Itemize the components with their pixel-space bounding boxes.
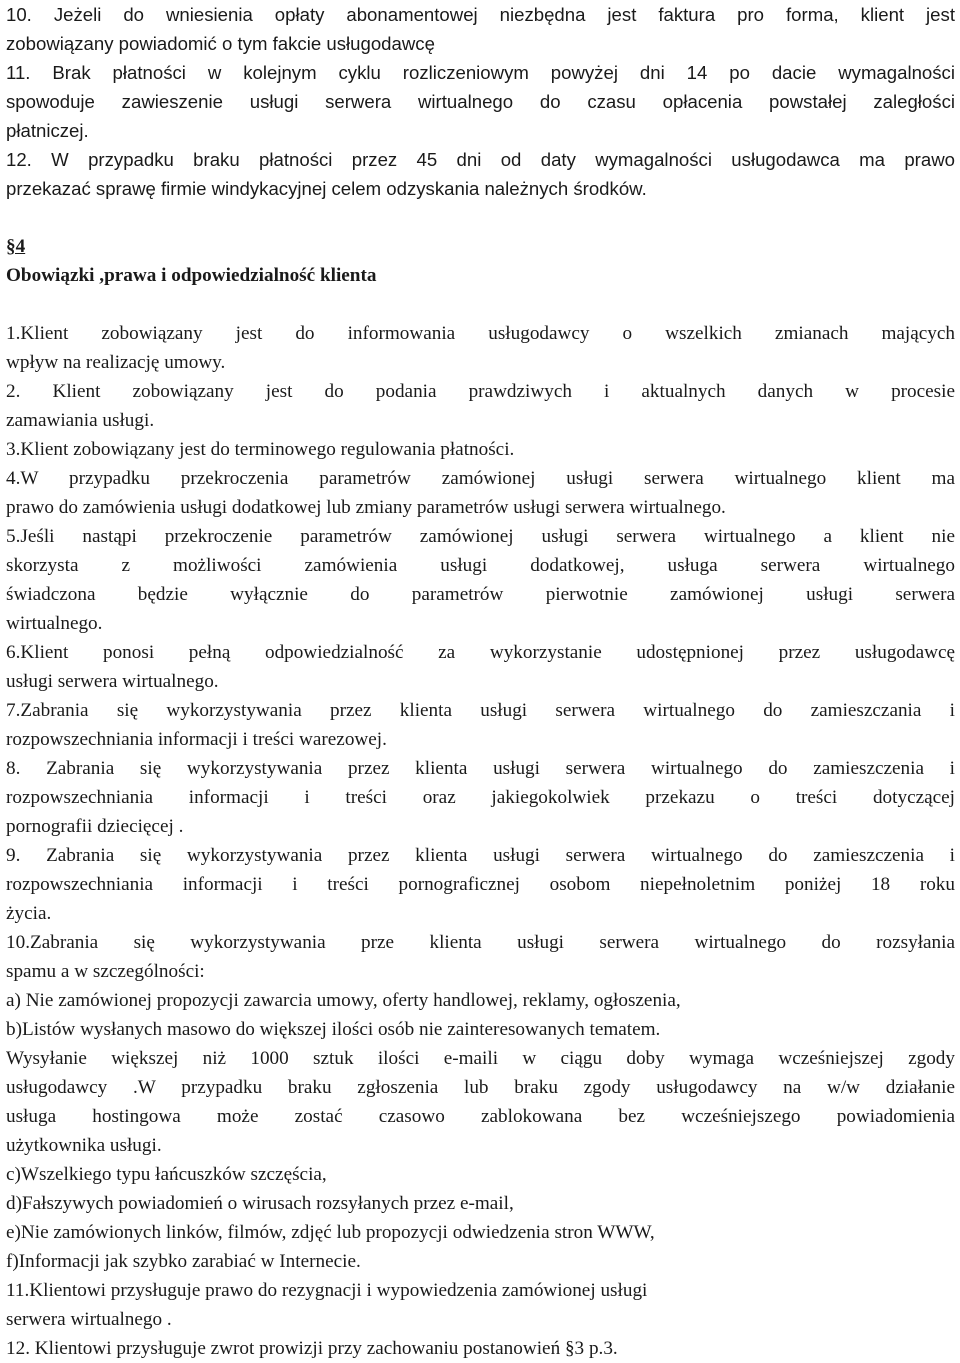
paragraph-line: rozpowszechniania informacji i treści pornograficznej osobom niepełnoletnim poniżej 18 roku xyxy=(6,874,955,895)
paragraph-line: 7.Zabrania się wykorzystywania przez klienta usługi serwera wirtualnego do zamieszczania i xyxy=(6,700,955,721)
paragraph-line: Wysyłanie większej niż 1000 sztuk ilości e-maili w ciągu doby wymaga wcześniejszej zgody xyxy=(6,1048,955,1069)
paragraph-line: serwera wirtualnego . xyxy=(6,1309,172,1330)
paragraph-line: skorzysta z możliwości zamówienia usługi dodatkowej, usługa serwera wirtualnego xyxy=(6,555,955,576)
document-page xyxy=(6,0,955,1363)
paragraph-line: e)Nie zamówionych linków, filmów, zdjęć lub propozycji odwiedzenia stron WWW, xyxy=(6,1222,655,1243)
paragraph-line: d)Fałszywych powiadomień o wirusach rozsyłanych przez e-mail, xyxy=(6,1193,514,1214)
paragraph-line: przekazać sprawę firmie windykacyjnej celem odzyskania należnych środków. xyxy=(6,178,647,199)
paragraph-line: usługa hostingowa może zostać czasowo zablokowana bez wcześniejszego powiadomienia xyxy=(6,1106,955,1127)
paragraph-line: spowoduje zawieszenie usługi serwera wirtualnego do czasu opłacenia powstałej zaległości xyxy=(6,91,955,112)
paragraph-line: 3.Klient zobowiązany jest do terminowego regulowania płatności. xyxy=(6,439,515,460)
paragraph-line: 4.W przypadku przekroczenia parametrów zamówionej usługi serwera wirtualnego klient ma xyxy=(6,468,955,489)
paragraph-line: 12. Klientowi przysługuje zwrot prowizji przy zachowaniu postanowień §3 p.3. xyxy=(6,1338,618,1359)
paragraph-line: 11.Klientowi przysługuje prawo do rezygnacji i wypowiedzenia zamówionej usługi xyxy=(6,1280,648,1301)
paragraph-line: c)Wszelkiego typu łańcuszków szczęścia, xyxy=(6,1164,327,1185)
paragraph-line: b)Listów wysłanych masowo do większej ilości osób nie zainteresowanych tematem. xyxy=(6,1019,661,1040)
paragraph-line: życia. xyxy=(6,903,52,924)
paragraph-line: spamu a w szczególności: xyxy=(6,961,205,982)
paragraph-line: 11. Brak płatności w kolejnym cyklu rozliczeniowym powyżej dni 14 po dacie wymagalności xyxy=(6,62,955,83)
paragraph-line: płatniczej. xyxy=(6,120,89,141)
paragraph-line: 2. Klient zobowiązany jest do podania prawdziwych i aktualnych danych w procesie xyxy=(6,381,955,402)
paragraph-line: prawo do zamówienia usługi dodatkowej lub zmiany parametrów usługi serwera wirtualnego. xyxy=(6,497,726,518)
paragraph-line: f)Informacji jak szybko zarabiać w Internecie. xyxy=(6,1251,361,1272)
paragraph-line: 10.Zabrania się wykorzystywania prze klienta usługi serwera wirtualnego do rozsyłania xyxy=(6,932,955,953)
paragraph-line: usługi serwera wirtualnego. xyxy=(6,671,219,692)
paragraph-line: 9. Zabrania się wykorzystywania przez klienta usługi serwera wirtualnego do zamieszczenia i xyxy=(6,845,955,866)
paragraph-line: 10. Jeżeli do wniesienia opłaty abonamentowej niezbędna jest faktura pro forma, klient jest xyxy=(6,4,955,25)
paragraph-line: 6.Klient ponosi pełną odpowiedzialność za wykorzystanie udostępnionej przez usługodawcę xyxy=(6,642,955,663)
paragraph-line: zobowiązany powiadomić o tym fakcie usługodawcę xyxy=(6,33,435,54)
paragraph-line: zamawiania usługi. xyxy=(6,410,155,431)
paragraph-line: 1.Klient zobowiązany jest do informowania usługodawcy o wszelkich zmianach mających xyxy=(6,323,955,344)
paragraph-line: rozpowszechniania informacji i treści oraz jakiegokolwiek przekazu o treści dotyczącej xyxy=(6,787,955,808)
paragraph-line: 5.Jeśli nastąpi przekroczenie parametrów zamówionej usługi serwera wirtualnego a klient nie xyxy=(6,526,955,547)
section-title: Obowiązki ,prawa i odpowiedzialność klienta xyxy=(6,265,377,286)
paragraph-line: 8. Zabrania się wykorzystywania przez klienta usługi serwera wirtualnego do zamieszczenia i xyxy=(6,758,955,779)
paragraph-line: użytkownika usługi. xyxy=(6,1135,162,1156)
section-number: §4 xyxy=(6,236,26,257)
paragraph-line: wirtualnego. xyxy=(6,613,103,634)
paragraph-line: 12. W przypadku braku płatności przez 45 dni od daty wymagalności usługodawca ma prawo xyxy=(6,149,955,170)
paragraph-line: a) Nie zamówionej propozycji zawarcia umowy, oferty handlowej, reklamy, ogłoszenia, xyxy=(6,990,681,1011)
paragraph-line: pornografii dziecięcej . xyxy=(6,816,184,837)
paragraph-line: wpływ na realizację umowy. xyxy=(6,352,226,373)
paragraph-line: usługodawcy .W przypadku braku zgłoszenia lub braku zgody usługodawcy na w/w działanie xyxy=(6,1077,955,1098)
paragraph-line: rozpowszechniania informacji i treści warezowej. xyxy=(6,729,387,750)
paragraph-line: świadczona będzie wyłącznie do parametrów pierwotnie zamówionej usługi serwera xyxy=(6,584,955,605)
